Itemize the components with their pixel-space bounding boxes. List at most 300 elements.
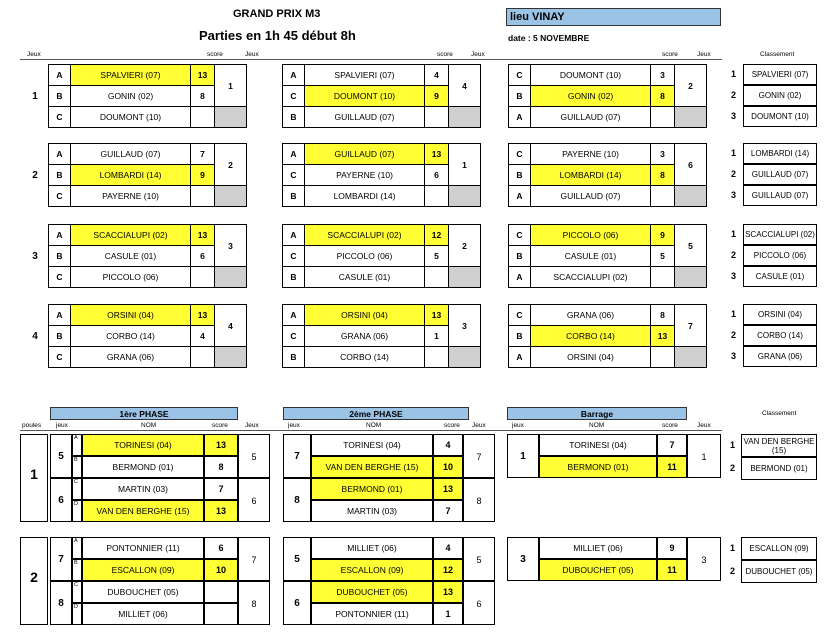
jeu-number: 8: [238, 581, 270, 625]
player-name: ORSINI (04): [305, 305, 425, 326]
poule-round-table: [508, 64, 707, 128]
jeu-number: 7: [50, 537, 72, 581]
jeu-number: 1: [449, 144, 481, 186]
poule-number: 4: [32, 331, 38, 342]
jeu-number: 3: [215, 225, 247, 267]
player-name: CASULE (01): [531, 246, 651, 267]
team-letter: A: [72, 537, 82, 559]
team-letter: A: [49, 305, 71, 326]
rank-number: 2: [730, 566, 736, 576]
table-row: [49, 305, 247, 326]
score: 12: [425, 225, 449, 246]
player-name: DUBOUCHET (05): [539, 559, 657, 581]
empty-cell: [675, 107, 707, 128]
jeu-number: 5: [50, 434, 72, 478]
team-letter: B: [283, 267, 305, 288]
poule-number: 1: [30, 466, 38, 482]
poule-round-table: [282, 64, 481, 128]
score: [204, 603, 238, 625]
player-name: CASULE (01): [71, 246, 191, 267]
rank-number: 3: [731, 271, 737, 281]
score: 13: [191, 305, 215, 326]
score: 13: [433, 581, 463, 603]
score: 10: [204, 559, 238, 581]
score-header: score: [212, 422, 228, 429]
poule-number: 2: [32, 170, 38, 181]
empty-cell: [449, 267, 481, 288]
poules-header: poules: [22, 422, 42, 429]
player-name: VAN DEN BERGHE (15): [82, 500, 204, 522]
rank-entry: BERMOND (01): [741, 457, 817, 480]
player-name: GUILLAUD (07): [305, 107, 425, 128]
player-name: CASULE (01): [305, 267, 425, 288]
score: 9: [191, 165, 215, 186]
table-row: [49, 267, 247, 288]
team-letter: B: [283, 186, 305, 207]
table-row: [509, 305, 707, 326]
jeux-header: jeux: [288, 422, 300, 429]
player-name: DOUMONT (10): [531, 65, 651, 86]
empty-cell: [215, 107, 247, 128]
rank-number: 1: [731, 148, 737, 158]
score: [651, 107, 675, 128]
poule-round-table: [508, 304, 707, 368]
score: 8: [191, 86, 215, 107]
player-name: LOMBARDI (14): [305, 186, 425, 207]
player-name: GRANA (06): [305, 326, 425, 347]
jeu-number: 7: [283, 434, 311, 478]
rank-entry: DOUMONT (10): [743, 106, 817, 127]
jeu-number: 2: [675, 65, 707, 107]
table-row: [49, 144, 247, 165]
score: 13: [204, 434, 238, 456]
page-title: GRAND PRIX M3: [233, 8, 321, 20]
nom-header: NOM: [366, 422, 382, 429]
rank-entry: CORBO (14): [743, 325, 817, 346]
jeu-number: 4: [215, 305, 247, 347]
score: 6: [191, 246, 215, 267]
jeu-number: 5: [238, 434, 270, 478]
poule-round-table: [508, 143, 707, 207]
table-row: [283, 107, 481, 128]
table-row: [509, 267, 707, 288]
team-letter: B: [72, 456, 82, 478]
player-name: PAYERNE (10): [531, 144, 651, 165]
score-header: score: [662, 422, 678, 429]
jeux-header: Jeux: [472, 422, 486, 429]
rank-number: 1: [731, 229, 737, 239]
rank-entry: SPALVIERI (07): [743, 64, 817, 85]
team-letter: B: [49, 165, 71, 186]
team-letter: C: [72, 478, 82, 500]
jeu-number: 6: [675, 144, 707, 186]
score: 8: [651, 86, 675, 107]
team-letter: C: [509, 225, 531, 246]
rank-number: 2: [731, 250, 737, 260]
table-row: [283, 267, 481, 288]
jeu-number: 6: [238, 478, 270, 522]
player-name: CORBO (14): [71, 326, 191, 347]
team-letter: C: [509, 305, 531, 326]
score: [191, 267, 215, 288]
rank-entry: PICCOLO (06): [743, 245, 817, 266]
jeu-number: 7: [238, 537, 270, 581]
player-name: SPALVIERI (07): [305, 65, 425, 86]
rank-number: 2: [731, 169, 737, 179]
phase-1-header: 1ère PHASE: [50, 407, 238, 420]
score: 7: [657, 434, 687, 456]
jeu-number: 5: [675, 225, 707, 267]
score: [425, 347, 449, 368]
table-row: [509, 65, 707, 86]
player-name: PICCOLO (06): [71, 267, 191, 288]
score: [651, 347, 675, 368]
poule-number: 2: [30, 569, 38, 585]
score: [191, 186, 215, 207]
score: 4: [433, 537, 463, 559]
score-header: score: [207, 51, 223, 58]
team-letter: C: [49, 347, 71, 368]
score: 5: [425, 246, 449, 267]
empty-cell: [675, 267, 707, 288]
score: 4: [425, 65, 449, 86]
rank-entry: GRANA (06): [743, 346, 817, 367]
jeux-header: Jeux: [27, 51, 41, 58]
score: 4: [191, 326, 215, 347]
player-name: DOUMONT (10): [305, 86, 425, 107]
player-name: GONIN (02): [71, 86, 191, 107]
score: 10: [433, 456, 463, 478]
player-name: GUILLAUD (07): [71, 144, 191, 165]
empty-cell: [215, 347, 247, 368]
score: 9: [651, 225, 675, 246]
player-name: ESCALLON (09): [82, 559, 204, 581]
team-letter: A: [49, 144, 71, 165]
jeu-number: 2: [215, 144, 247, 186]
team-letter: C: [283, 326, 305, 347]
score: [191, 347, 215, 368]
jeu-number: 3: [687, 537, 721, 581]
score: 7: [204, 478, 238, 500]
empty-cell: [449, 347, 481, 368]
rank-number: 2: [731, 90, 737, 100]
empty-cell: [675, 347, 707, 368]
jeu-number: 1: [507, 434, 539, 478]
rank-entry: DUBOUCHET (05): [741, 560, 817, 583]
score: 8: [651, 165, 675, 186]
page-subtitle: Parties en 1h 45 début 8h: [199, 28, 356, 43]
jeu-number: 7: [675, 305, 707, 347]
jeu-number: 6: [50, 478, 72, 522]
poule-round-table: [48, 64, 247, 128]
poule-number: 1: [32, 91, 38, 102]
player-name: TORINESI (04): [539, 434, 657, 456]
score: [425, 186, 449, 207]
score: [204, 581, 238, 603]
score: 9: [657, 537, 687, 559]
player-name: PAYERNE (10): [305, 165, 425, 186]
player-name: ORSINI (04): [71, 305, 191, 326]
score: 11: [657, 559, 687, 581]
jeu-number: 8: [463, 478, 495, 522]
team-letter: D: [72, 500, 82, 522]
date-label: date : 5 NOVEMBRE: [508, 33, 590, 43]
team-letter: B: [49, 86, 71, 107]
team-letter: B: [49, 246, 71, 267]
team-letter: A: [72, 434, 82, 456]
team-letter: C: [72, 581, 82, 603]
rank-entry: SCACCIALUPI (02): [743, 224, 817, 245]
empty-cell: [215, 267, 247, 288]
nom-header: NOM: [589, 422, 605, 429]
team-letter: B: [509, 326, 531, 347]
player-name: DUBOUCHET (05): [311, 581, 433, 603]
team-letter: C: [49, 107, 71, 128]
jeu-number: 2: [449, 225, 481, 267]
player-name: GRANA (06): [71, 347, 191, 368]
poule-number: 3: [32, 251, 38, 262]
score: 7: [433, 500, 463, 522]
score: 13: [191, 65, 215, 86]
table-row: [283, 225, 481, 246]
jeu-number: 3: [507, 537, 539, 581]
table-row: [49, 225, 247, 246]
team-letter: B: [283, 347, 305, 368]
team-letter: C: [283, 246, 305, 267]
score: [425, 267, 449, 288]
jeux-header: jeux: [56, 422, 68, 429]
rank-entry: GONIN (02): [743, 85, 817, 106]
player-name: VAN DEN BERGHE (15): [311, 456, 433, 478]
score: [651, 267, 675, 288]
player-name: CORBO (14): [531, 326, 651, 347]
rank-entry: CASULE (01): [743, 266, 817, 287]
score-header: score: [437, 51, 453, 58]
team-letter: A: [509, 186, 531, 207]
team-letter: B: [283, 107, 305, 128]
score: 9: [425, 86, 449, 107]
team-letter: B: [509, 165, 531, 186]
team-letter: A: [49, 65, 71, 86]
table-row: [283, 305, 481, 326]
player-name: PONTONNIER (11): [311, 603, 433, 625]
score: [191, 107, 215, 128]
rank-entry: ORSINI (04): [743, 304, 817, 325]
lieu-box: lieu VINAY: [506, 8, 721, 26]
player-name: GUILLAUD (07): [531, 107, 651, 128]
jeu-number: 6: [463, 581, 495, 625]
team-letter: A: [509, 107, 531, 128]
score: 12: [433, 559, 463, 581]
jeux-header: Jeux: [245, 422, 259, 429]
player-name: MILLIET (06): [311, 537, 433, 559]
jeux-header: Jeux: [245, 51, 259, 58]
table-row: [49, 347, 247, 368]
empty-cell: [449, 186, 481, 207]
rank-entry: GUILLAUD (07): [743, 185, 817, 206]
team-letter: A: [509, 267, 531, 288]
jeu-number: 7: [463, 434, 495, 478]
team-letter: A: [49, 225, 71, 246]
player-name: MARTIN (03): [82, 478, 204, 500]
team-letter: D: [72, 603, 82, 625]
empty-cell: [449, 107, 481, 128]
rank-number: 2: [731, 330, 737, 340]
score: 1: [425, 326, 449, 347]
team-letter: B: [49, 326, 71, 347]
rank-number: 3: [731, 351, 737, 361]
player-name: MARTIN (03): [311, 500, 433, 522]
team-letter: A: [283, 305, 305, 326]
jeu-number: 1: [687, 434, 721, 478]
player-name: PICCOLO (06): [305, 246, 425, 267]
score: 6: [204, 537, 238, 559]
empty-cell: [215, 186, 247, 207]
score: 13: [433, 478, 463, 500]
poule-round-table: [508, 224, 707, 288]
score: [651, 186, 675, 207]
player-name: GUILLAUD (07): [305, 144, 425, 165]
team-letter: C: [283, 86, 305, 107]
score: 5: [651, 246, 675, 267]
table-row: [283, 186, 481, 207]
table-row: [509, 347, 707, 368]
player-name: PAYERNE (10): [71, 186, 191, 207]
score: 7: [191, 144, 215, 165]
classement-header: Classement: [762, 410, 797, 417]
table-row: [283, 144, 481, 165]
player-name: SCACCIALUPI (02): [305, 225, 425, 246]
rank-entry: LOMBARDI (14): [743, 143, 817, 164]
jeu-number: 4: [449, 65, 481, 107]
score: 6: [425, 165, 449, 186]
player-name: LOMBARDI (14): [71, 165, 191, 186]
score-header: score: [444, 422, 460, 429]
player-name: ESCALLON (09): [311, 559, 433, 581]
player-name: ORSINI (04): [531, 347, 651, 368]
table-row: [509, 144, 707, 165]
jeux-header: Jeux: [471, 51, 485, 58]
rank-number: 2: [730, 463, 736, 473]
poule-round-table: [282, 304, 481, 368]
score: 8: [651, 305, 675, 326]
table-row: [49, 107, 247, 128]
team-letter: A: [283, 225, 305, 246]
player-name: BERMOND (01): [539, 456, 657, 478]
rank-entry: GUILLAUD (07): [743, 164, 817, 185]
team-letter: B: [72, 559, 82, 581]
player-name: SCACCIALUPI (02): [71, 225, 191, 246]
rank-entry: VAN DEN BERGHE (15): [741, 434, 817, 457]
nom-header: NOM: [141, 422, 157, 429]
score: 13: [425, 305, 449, 326]
team-letter: C: [49, 186, 71, 207]
phase-2-header: 2ème PHASE: [283, 407, 469, 420]
rank-number: 1: [730, 440, 736, 450]
barrage-header: Barrage: [507, 407, 687, 420]
score: 13: [651, 326, 675, 347]
table-row: [283, 347, 481, 368]
player-name: LOMBARDI (14): [531, 165, 651, 186]
player-name: MILLIET (06): [539, 537, 657, 559]
jeux-header: Jeux: [697, 422, 711, 429]
poule-round-table: [48, 143, 247, 207]
team-letter: A: [509, 347, 531, 368]
player-name: SCACCIALUPI (02): [531, 267, 651, 288]
score: 1: [433, 603, 463, 625]
jeu-number: 8: [283, 478, 311, 522]
poule-round-table: [48, 224, 247, 288]
table-row: [509, 225, 707, 246]
team-letter: B: [509, 86, 531, 107]
poule-round-table: [282, 143, 481, 207]
team-letter: C: [509, 144, 531, 165]
player-name: GRANA (06): [531, 305, 651, 326]
score: 13: [204, 500, 238, 522]
classement-header: Classement: [760, 51, 795, 58]
team-letter: C: [283, 165, 305, 186]
rank-number: 3: [731, 111, 737, 121]
jeu-number: 3: [449, 305, 481, 347]
poule-round-table: [282, 224, 481, 288]
rank-number: 1: [731, 309, 737, 319]
jeu-number: 5: [283, 537, 311, 581]
team-letter: B: [509, 246, 531, 267]
rank-entry: ESCALLON (09): [741, 537, 817, 560]
poule-round-table: [48, 304, 247, 368]
empty-cell: [675, 186, 707, 207]
rank-number: 1: [730, 543, 736, 553]
jeux-header: Jeux: [697, 51, 711, 58]
team-letter: C: [49, 267, 71, 288]
jeux-header: jeux: [512, 422, 524, 429]
rank-number: 3: [731, 190, 737, 200]
score: 3: [651, 65, 675, 86]
player-name: SPALVIERI (07): [71, 65, 191, 86]
player-name: BERMOND (01): [311, 478, 433, 500]
score: 4: [433, 434, 463, 456]
player-name: TORINESI (04): [311, 434, 433, 456]
score: 13: [425, 144, 449, 165]
player-name: CORBO (14): [305, 347, 425, 368]
table-row: [49, 65, 247, 86]
player-name: TORINESI (04): [82, 434, 204, 456]
team-letter: A: [283, 65, 305, 86]
player-name: MILLIET (06): [82, 603, 204, 625]
player-name: PONTONNIER (11): [82, 537, 204, 559]
player-name: GONIN (02): [531, 86, 651, 107]
score: 3: [651, 144, 675, 165]
score: [425, 107, 449, 128]
score-header: score: [662, 51, 678, 58]
player-name: GUILLAUD (07): [531, 186, 651, 207]
team-letter: C: [509, 65, 531, 86]
jeu-number: 8: [50, 581, 72, 625]
score: 11: [657, 456, 687, 478]
score: 8: [204, 456, 238, 478]
player-name: BERMOND (01): [82, 456, 204, 478]
team-letter: A: [283, 144, 305, 165]
score: 13: [191, 225, 215, 246]
jeu-number: 5: [463, 537, 495, 581]
jeu-number: 1: [215, 65, 247, 107]
table-row: [283, 65, 481, 86]
table-row: [509, 107, 707, 128]
player-name: DUBOUCHET (05): [82, 581, 204, 603]
table-row: [509, 186, 707, 207]
table-row: [49, 186, 247, 207]
player-name: PICCOLO (06): [531, 225, 651, 246]
